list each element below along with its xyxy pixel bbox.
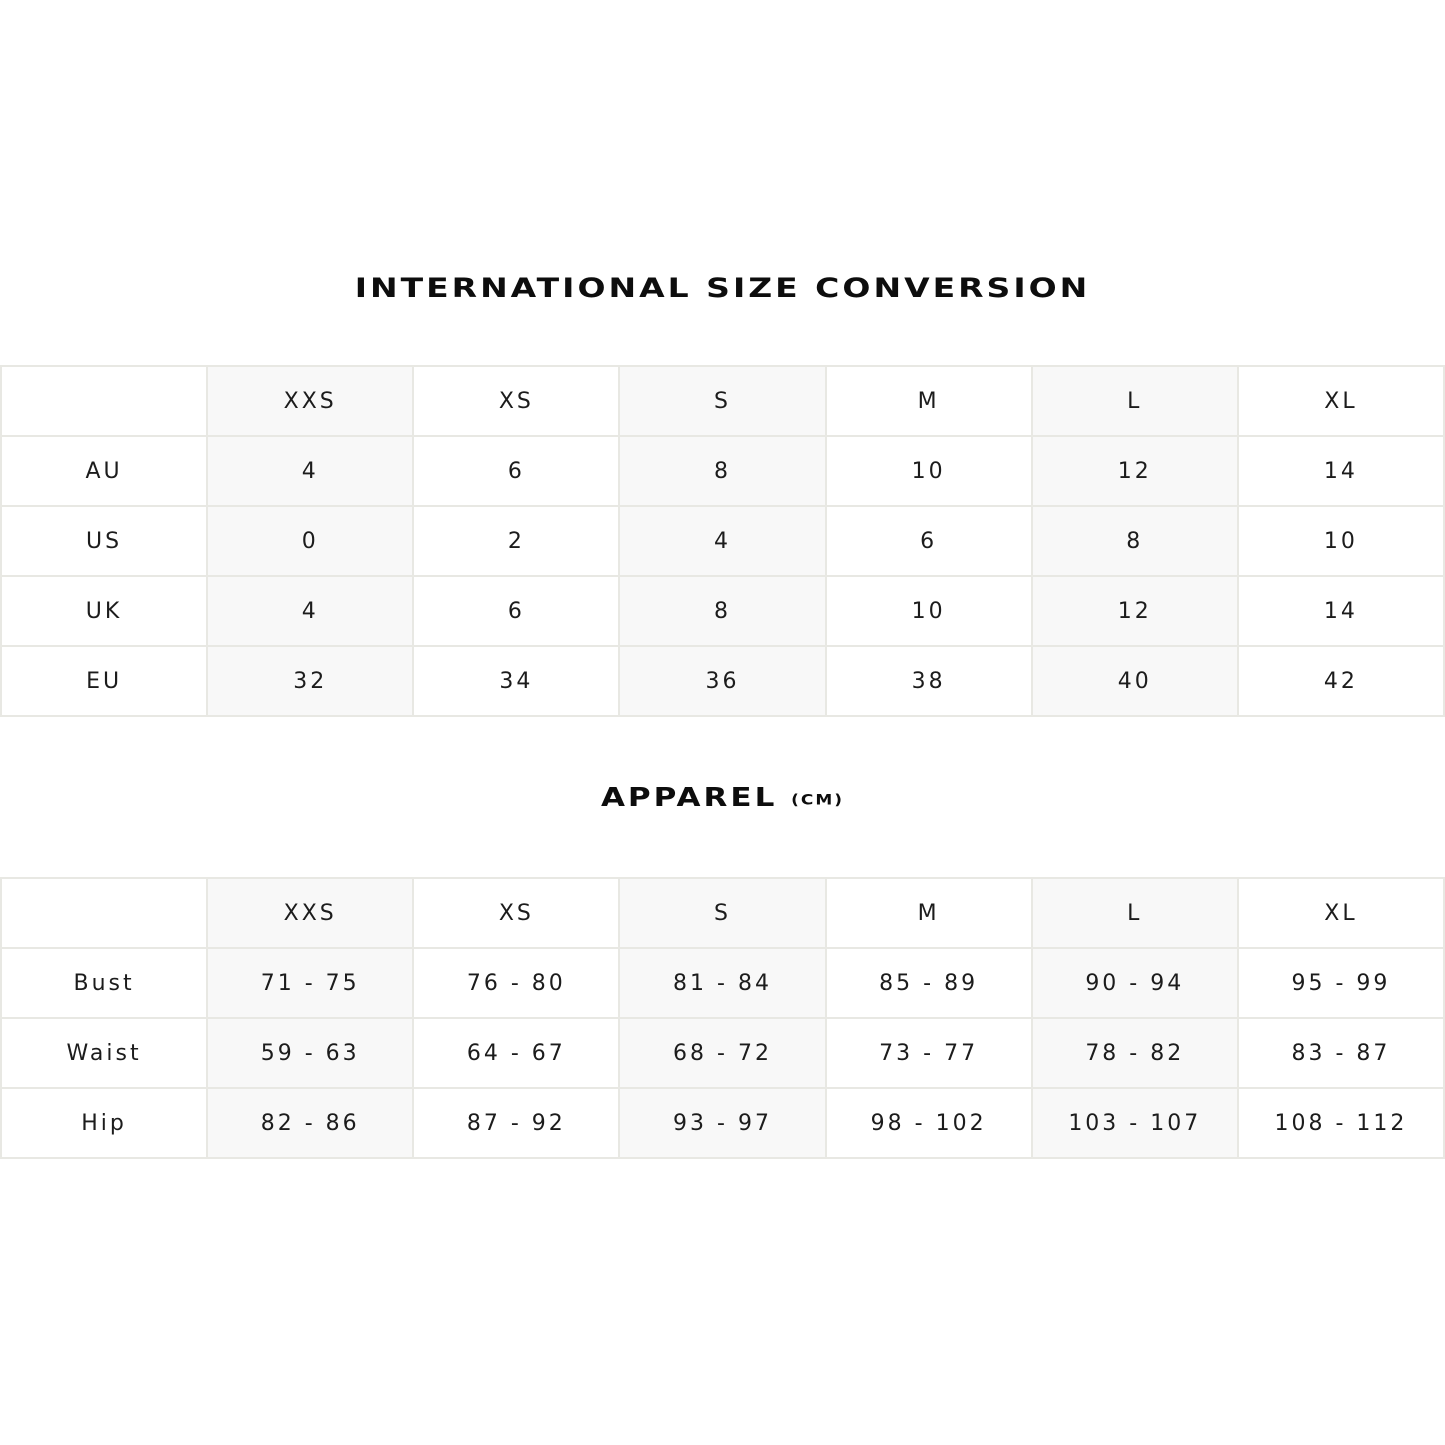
table-cell: 82 - 86: [207, 1088, 413, 1158]
table-cell: 8: [619, 576, 825, 646]
size-header: L: [1032, 878, 1238, 948]
table-cell: 34: [413, 646, 619, 716]
size-header: XL: [1238, 878, 1444, 948]
row-label: EU: [1, 646, 207, 716]
table-cell: 85 - 89: [826, 948, 1032, 1018]
table-cell: 59 - 63: [207, 1018, 413, 1088]
row-label: Waist: [1, 1018, 207, 1088]
size-header: XS: [413, 878, 619, 948]
table-cell: 83 - 87: [1238, 1018, 1444, 1088]
size-header: XS: [413, 366, 619, 436]
table-cell: 10: [826, 576, 1032, 646]
table-cell: 81 - 84: [619, 948, 825, 1018]
table-cell: 108 - 112: [1238, 1088, 1444, 1158]
size-header: M: [826, 366, 1032, 436]
table-cell: 10: [826, 436, 1032, 506]
table-cell: 98 - 102: [826, 1088, 1032, 1158]
table-cell: 6: [413, 436, 619, 506]
table-cell: 38: [826, 646, 1032, 716]
table-row: [1, 436, 1444, 506]
table-cell: 10: [1238, 506, 1444, 576]
size-header: S: [619, 366, 825, 436]
table-cell: 95 - 99: [1238, 948, 1444, 1018]
row-label: Hip: [1, 1088, 207, 1158]
table-cell: 103 - 107: [1032, 1088, 1238, 1158]
size-header: L: [1032, 366, 1238, 436]
table-cell: 0: [207, 506, 413, 576]
table-cell: 87 - 92: [413, 1088, 619, 1158]
table-row: [1, 1018, 1444, 1088]
table-cell: 73 - 77: [826, 1018, 1032, 1088]
table-cell: 8: [1032, 506, 1238, 576]
row-label: UK: [1, 576, 207, 646]
table-cell: 6: [413, 576, 619, 646]
table-cell: 4: [619, 506, 825, 576]
table-cell: 12: [1032, 436, 1238, 506]
size-conversion-table: [0, 365, 1445, 717]
table-cell: 14: [1238, 436, 1444, 506]
size-header: M: [826, 878, 1032, 948]
table-cell: 14: [1238, 576, 1444, 646]
corner-cell: [1, 366, 207, 436]
row-label: US: [1, 506, 207, 576]
apparel-unit: (CM): [791, 792, 845, 809]
size-header: XXS: [207, 366, 413, 436]
table-row: [1, 1088, 1444, 1158]
row-label: Bust: [1, 948, 207, 1018]
table-cell: 78 - 82: [1032, 1018, 1238, 1088]
table-cell: 2: [413, 506, 619, 576]
conversion-title: INTERNATIONAL SIZE CONVERSION: [354, 271, 1091, 304]
table-row: [1, 576, 1444, 646]
apparel-title-text: APPAREL: [600, 783, 778, 813]
table-cell: 4: [207, 436, 413, 506]
table-row: [1, 506, 1444, 576]
table-cell: 32: [207, 646, 413, 716]
table-cell: 76 - 80: [413, 948, 619, 1018]
header-row: [1, 878, 1444, 948]
table-cell: 6: [826, 506, 1032, 576]
table-row: [1, 948, 1444, 1018]
corner-cell: [1, 878, 207, 948]
table-cell: 68 - 72: [619, 1018, 825, 1088]
table-cell: 90 - 94: [1032, 948, 1238, 1018]
header-row: [1, 366, 1444, 436]
table-cell: 42: [1238, 646, 1444, 716]
table-cell: 36: [619, 646, 825, 716]
table-cell: 4: [207, 576, 413, 646]
row-label: AU: [1, 436, 207, 506]
table-cell: 93 - 97: [619, 1088, 825, 1158]
table-cell: 12: [1032, 576, 1238, 646]
size-header: XL: [1238, 366, 1444, 436]
table-cell: 40: [1032, 646, 1238, 716]
size-header: S: [619, 878, 825, 948]
size-header: XXS: [207, 878, 413, 948]
apparel-title: [0, 783, 1445, 813]
table-cell: 8: [619, 436, 825, 506]
table-cell: 64 - 67: [413, 1018, 619, 1088]
apparel-measurements-table: [0, 877, 1445, 1159]
table-cell: 71 - 75: [207, 948, 413, 1018]
table-row: [1, 646, 1444, 716]
